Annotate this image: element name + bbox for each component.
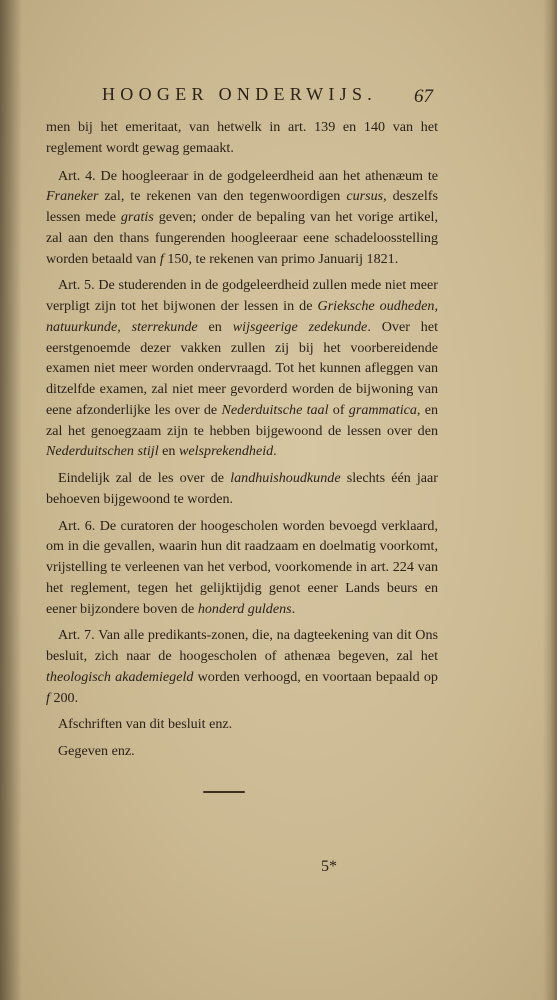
italic-run: grammatica [348, 401, 417, 418]
text-run: of [328, 401, 349, 418]
italic-run: Nederduitsche taal [221, 401, 329, 418]
italic-run: honderd guldens [197, 600, 292, 617]
paragraph [46, 117, 438, 159]
text-run: geven; onder de bepaling van het vorige artikel, zal aan den thans fungerenden hoogleeraar eene schadeloosstelling worden betaald van [46, 209, 438, 267]
body-text [46, 117, 438, 768]
paragraph [46, 625, 438, 708]
text-run: en [158, 443, 179, 460]
text-run: , [434, 298, 439, 314]
paragraph [46, 516, 438, 620]
section-rule [203, 791, 245, 793]
italic-run: gratis [120, 209, 154, 225]
paragraph [46, 166, 438, 270]
text-run: Art. 4. De hoogleeraar in de godgeleerdheid aan het athenæum te [58, 167, 438, 184]
text-run: . Over het eerstgenoemde dezer vakken zullen zij bij het voorbereidende examen niet meer worden ondervraagd. Tot het kunnen afleggen van ditzelfde examen, zal niet meer gevorderd worden de bijwoning van eene afzonderlijke les over de [46, 318, 438, 418]
italic-run: natuurkunde [46, 318, 118, 335]
text-run: 150, te rekenen van primo Januarij 1821. [163, 250, 399, 267]
text-run: , [117, 318, 132, 335]
text-run: , deszelfs lessen mede [46, 188, 438, 225]
text-run: Afschriften van dit besluit enz. [58, 716, 233, 733]
page-number: 67 [414, 86, 433, 107]
paragraph [46, 714, 438, 735]
italic-run: cursus [346, 188, 384, 205]
italic-run: f [46, 689, 50, 706]
signature-mark: 5* [321, 858, 337, 875]
text-run: slechts één jaar behoeven bijgewoond te worden. [46, 470, 439, 507]
italic-run: theologisch akademiegeld [46, 668, 194, 685]
italic-run: sterrekunde [131, 318, 198, 335]
italic-run: Nederduitschen stijl [46, 443, 159, 460]
paragraph [46, 468, 438, 510]
paragraph [46, 741, 438, 762]
text-run: . [291, 600, 296, 617]
text-run: . [273, 443, 277, 460]
text-run: worden verhoogd, en voortaan bepaald op [193, 668, 438, 685]
text-run: Gegeven enz. [58, 743, 135, 759]
text-run: zal, te rekenen van den tegenwoordigen [98, 188, 347, 205]
italic-run: wijsgeerige zedekunde [232, 318, 368, 335]
running-head: HOOGER ONDERWIJS. [102, 84, 378, 104]
italic-run: welsprekendheid [178, 443, 274, 460]
page-edge [551, 0, 557, 1000]
text-run: Art. 6. De curatoren der hoogescholen worden bevoegd verklaard, om in die gevallen, waarin hun dit raadzaam en doelmatig voorkomt, vrijstelling te verleenen van het verbod, voorkomende in art. 224 van het reglement, tegen het gelijktijdig genot eener Lands beurs en eener bijzondere boven de [46, 517, 438, 617]
italic-run: Grieksche oudheden [317, 298, 435, 314]
text-run: 200. [49, 689, 79, 706]
text-run: Eindelijk zal de les over de [58, 470, 231, 486]
paragraph [46, 275, 438, 462]
text-run: men bij het emeritaat, van hetwelk in art. 139 en 140 van het reglement wordt gewag gemaakt. [46, 119, 438, 156]
text-run: Art. 7. Van alle predikants-zonen, die, na dagteekening van dit Ons besluit, zich naar de hoogescholen of athenæa begeven, zal het [46, 627, 438, 664]
text-run: , en zal het genoegzaam zijn te hebben bijgewoond de lessen over den [46, 401, 439, 439]
italic-run: Franeker [46, 188, 99, 205]
italic-run: f [159, 250, 164, 267]
text-run: Art. 5. De studerenden in de godgeleerdheid zullen mede niet meer verpligt zijn tot het bijwonen der lessen in de [46, 277, 438, 314]
italic-run: landhuishoudkunde [230, 470, 341, 486]
text-run: en [197, 318, 233, 335]
